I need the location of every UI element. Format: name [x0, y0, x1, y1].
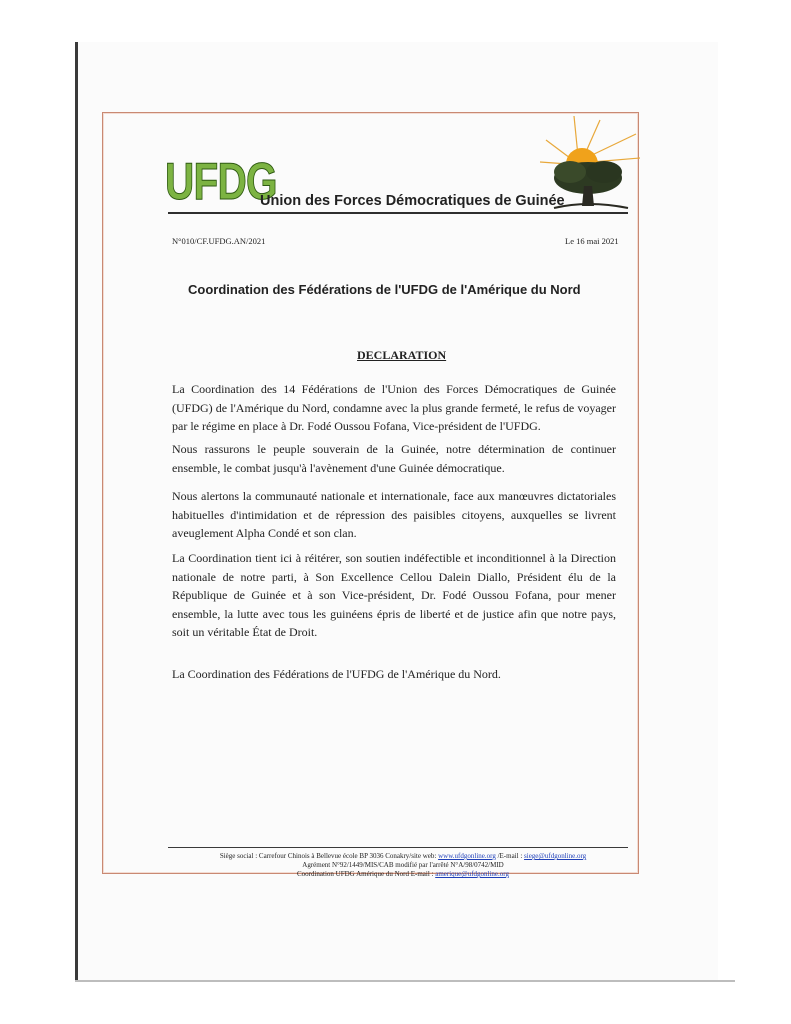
footer — [168, 852, 638, 879]
ufdg-logo-text: UFDG — [165, 153, 277, 211]
paragraph-1: La Coordination des 14 Fédérations de l'Union des Forces Démocratiques de Guinée (UFDG) de l'Amérique du Nord, condamne avec la plus grande fermeté, le refus de voyager par le régime en place à Dr. Fodé Oussou Fofana, Vice-président de l'UFDG. — [172, 382, 616, 433]
tree-sun-logo-icon — [540, 116, 640, 214]
footer-line-1 — [168, 852, 638, 861]
paragraph-2: Nous rassurons le peuple souverain de la Guinée, notre détermination de continuer ensemble, le combat jusqu'à l'avènement d'une Guinée démocratique. — [172, 442, 616, 475]
paragraph-3: Nous alertons la communauté nationale et internationale, face aux manœuvres dictatoriales habituelles d'intimidation et de répression des paisibles citoyens, auxquelles se livrent aveuglement Alpha Condé et son clan. — [172, 489, 616, 540]
reference-number: N°010/CF.UFDG.AN/2021 — [172, 236, 266, 246]
declaration-heading: DECLARATION — [357, 348, 447, 362]
document-date: Le 16 mai 2021 — [565, 236, 619, 246]
amerique-email-link[interactable]: amerique@ufdgonline.org — [435, 870, 509, 878]
footer-line-3 — [168, 870, 638, 879]
paragraph-4: La Coordination tient ici à réitérer, son soutien indéfectible et inconditionnel à la Direction nationale de notre parti, à Son Excellence Cellou Dalein Diallo, Président élu de la République de Guinée et à son Vice-président, Dr. Fodé Oussou Fofana, pour mener ensemble, la lutte avec tous les guinéens épris de liberté et de justice afin que notre pays, soit un véritable État de Droit. — [172, 551, 616, 639]
siege-email-link[interactable]: siege@ufdgonline.org — [524, 852, 587, 860]
organization-name: Union des Forces Démocratiques de Guinée — [260, 193, 565, 209]
footer-coordination-label: Coordination UFDG Amérique du Nord E-mail : — [296, 870, 436, 878]
scan-bottom-edge — [75, 980, 735, 982]
footer-line-2: Agrément N°92/1449/MIS/CAB modifié par l'arrêté N°A/98/0742/MID — [302, 861, 504, 869]
website-link[interactable]: www.ufdgonline.org — [438, 852, 496, 860]
footer-address: Siège social : Carrefour Chinois à Bellevue école BP 3036 Conakry/site web: — [219, 852, 439, 860]
footer-divider — [168, 847, 628, 848]
footer-email-label: /E-mail : — [495, 852, 525, 860]
document-title: Coordination des Fédérations de l'UFDG de l'Amérique du Nord — [188, 282, 581, 297]
signature-line: La Coordination des Fédérations de l'UFDG de l'Amérique du Nord. — [172, 667, 501, 681]
